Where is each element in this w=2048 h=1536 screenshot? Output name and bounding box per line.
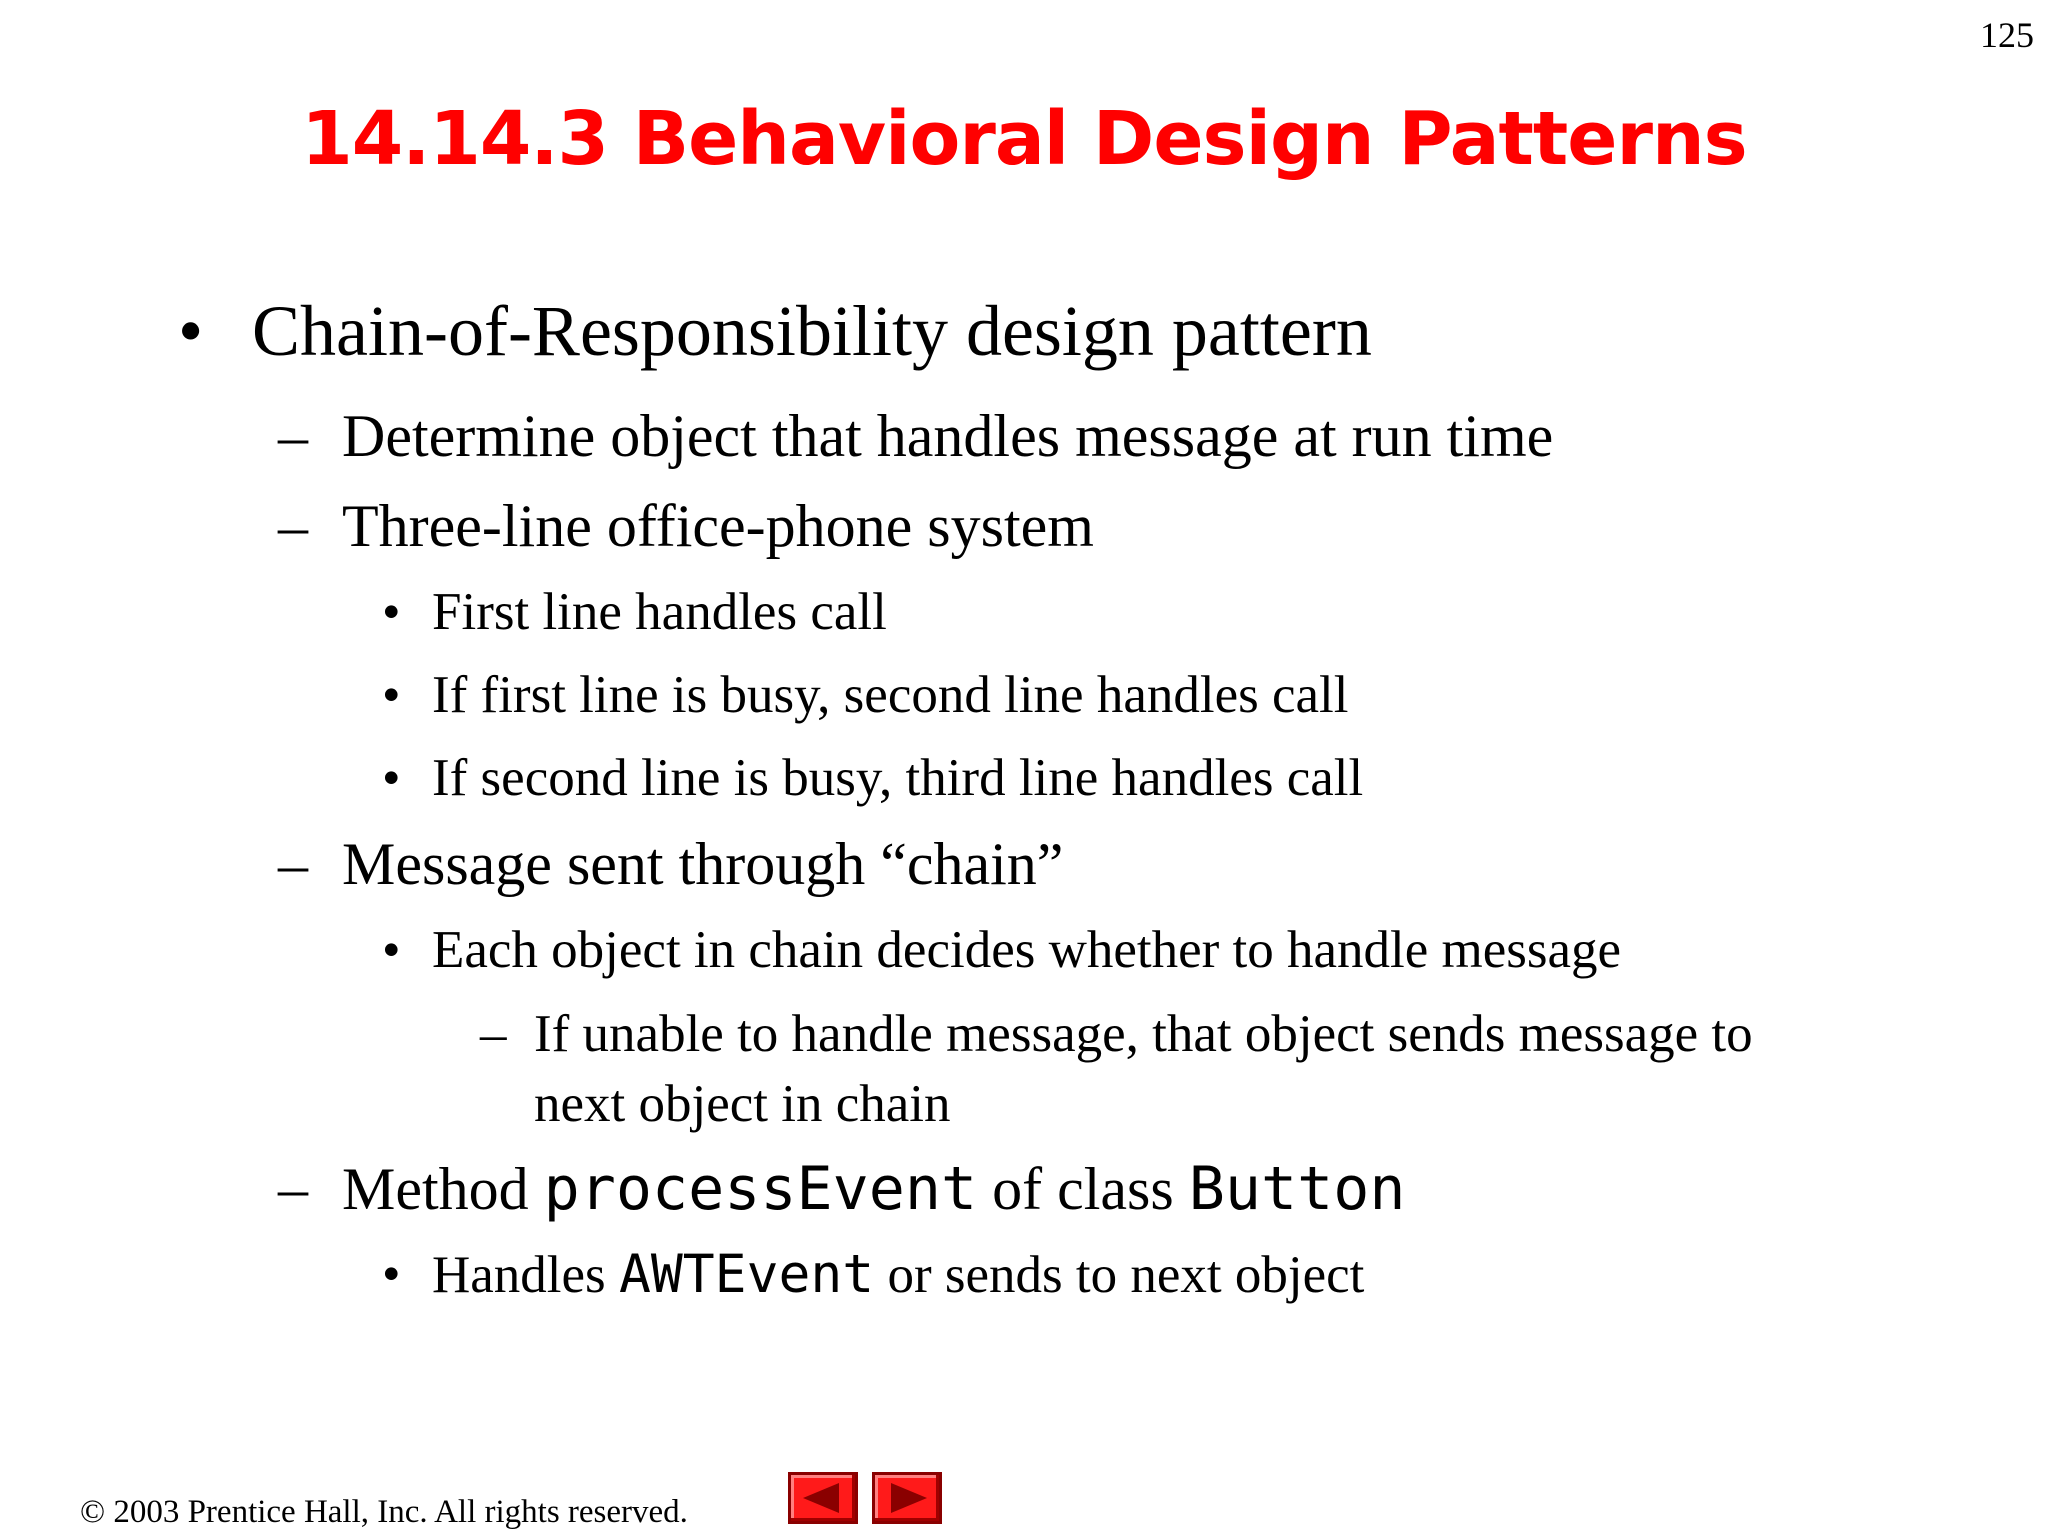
footer-copyright — [80, 1494, 688, 1531]
text-of-class: of class — [977, 1156, 1189, 1222]
bullet-marker: • — [382, 666, 401, 724]
copyright-symbol: © — [80, 1494, 106, 1530]
copyright-text: 2003 Prentice Hall, Inc. All rights reserved. — [105, 1494, 688, 1530]
bullet-second-line: If first line is busy, second line handles call — [432, 666, 1349, 724]
code-awtevent: AWTEvent — [618, 1244, 875, 1305]
dash-marker: – — [278, 831, 308, 897]
code-processevent: processEvent — [543, 1154, 978, 1224]
bullet-method-processevent — [342, 1154, 1406, 1224]
dash-marker: – — [278, 1155, 308, 1221]
bullet-marker: • — [382, 1245, 401, 1303]
prev-slide-button[interactable] — [788, 1472, 858, 1524]
bullet-third-line: If second line is busy, third line handles call — [432, 749, 1364, 807]
text-or-sends: or sends to next object — [874, 1246, 1365, 1304]
page-number: 125 — [1980, 15, 2034, 55]
slide-title: 14.14.3 Behavioral Design Patterns — [301, 96, 1747, 182]
bullet-first-line: First line handles call — [432, 583, 887, 641]
left-arrow-icon — [791, 1475, 855, 1521]
bullet-marker: • — [382, 749, 401, 807]
bullet-marker: • — [178, 291, 204, 371]
dash-marker: – — [480, 1005, 507, 1063]
text-handles: Handles — [432, 1246, 619, 1304]
text-method: Method — [342, 1156, 544, 1222]
bullet-chain-of-responsibility: Chain-of-Responsibility design pattern — [252, 291, 1372, 371]
bullet-unable-to-handle: If unable to handle message, that object sends message to — [534, 1005, 1753, 1063]
right-arrow-icon — [875, 1475, 939, 1521]
bullet-handles-awtevent — [432, 1244, 1364, 1305]
code-button: Button — [1188, 1154, 1406, 1224]
bullet-unable-to-handle-cont: next object in chain — [534, 1075, 951, 1133]
dash-marker: – — [278, 403, 308, 469]
bullet-determine-object: Determine object that handles message at run time — [342, 403, 1554, 469]
bullet-marker: • — [382, 921, 401, 979]
bullet-marker: • — [382, 583, 401, 641]
bullet-each-object: Each object in chain decides whether to handle message — [432, 921, 1622, 979]
dash-marker: – — [278, 493, 308, 559]
bullet-three-line-phone: Three-line office-phone system — [342, 493, 1094, 559]
next-slide-button[interactable] — [872, 1472, 942, 1524]
bullet-message-chain: Message sent through “chain” — [342, 831, 1064, 897]
